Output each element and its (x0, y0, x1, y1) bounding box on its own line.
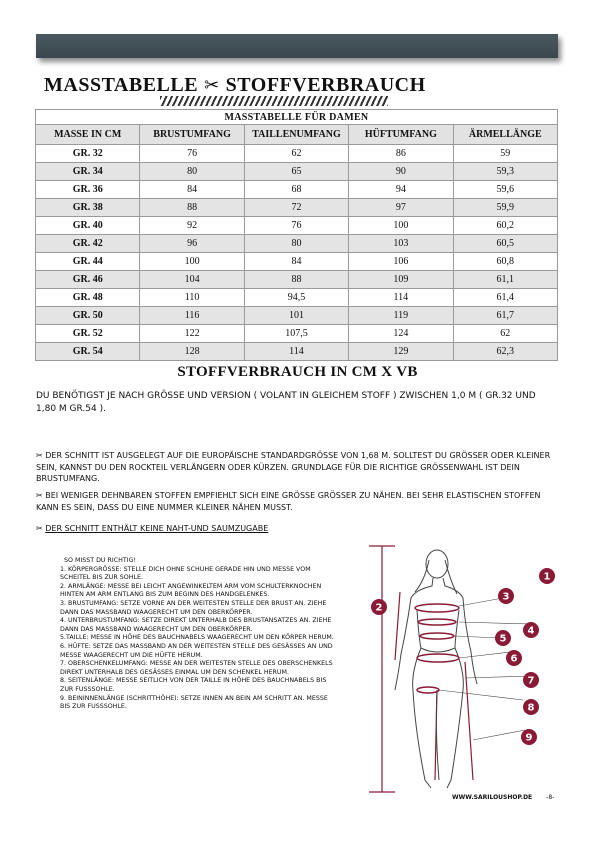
instruction-item: 3. BRUSTUMFANG: SETZE VORNE AN DER WEITESTEN STELLE DER BRUST AN. ZIEHE DANN DAS MASSBAND WAAGERECHT UM DEN OBERKÖRPER. (60, 599, 327, 616)
size-cell: GR. 40 (36, 217, 140, 235)
size-cell: GR. 46 (36, 271, 140, 289)
measure-marker-label: 7 (527, 675, 535, 687)
measure-cell: 59 (453, 145, 557, 163)
column-header: ÄRMELLÄNGE (453, 125, 557, 145)
footer-url: WWW.SARILOUSHOP.DE (452, 794, 533, 801)
measure-cell: 94 (349, 181, 453, 199)
measure-cell: 80 (140, 163, 244, 181)
measure-cell: 107,5 (244, 325, 348, 343)
instruction-item: 5.TAILLE: MESSE IN HÖHE DES BAUCHNABELS WAAGERECHT UM DEN KÖRPER HERUM. (60, 634, 334, 642)
instruction-item: 7. OBERSCHENKELUMFANG: MESSE AN DER WEITESTEN STELLE DES OBERSCHENKELS DIREKT UNTERHALB DES GESÄSSES EINMAL UM DEN SCHENKEL HERUM. (60, 660, 333, 676)
measure-cell: 106 (349, 253, 453, 271)
scissors-icon: ✂ (36, 524, 46, 533)
body-measure-figure (355, 540, 555, 796)
measure-cell: 96 (140, 235, 244, 253)
note-2 (36, 490, 558, 513)
measure-marker-label: 8 (527, 702, 535, 714)
measure-cell: 110 (140, 289, 244, 307)
note-1-text: DER SCHNITT IST AUSGELEGT AUF DIE EUROPÄISCHE STANDARDGRÖSSE VON 1,68 M. SOLLTEST DU GRÖSSER ODER KLEINER SEIN, KANNST DU DEN ROCKTEIL VERLÄNGERN ODER KÜRZEN. GRUNDLAGE FÜR DIE RICHTIGE GRÖSSENWAHL IST DEIN BRUSTUMFANG. (36, 451, 551, 483)
measure-cell: 62,3 (453, 343, 557, 361)
measure-cell: 104 (140, 271, 244, 289)
measure-marker-label: 5 (499, 633, 507, 645)
measure-cell: 62 (453, 325, 557, 343)
measure-cell: 92 (140, 217, 244, 235)
size-cell: GR. 32 (36, 145, 140, 163)
page-number: -8- (546, 794, 555, 801)
measure-cell: 60,2 (453, 217, 557, 235)
measure-cell: 72 (244, 199, 348, 217)
table-row (36, 145, 558, 163)
table-row (36, 271, 558, 289)
instruction-item: 6. HÜFTE: SETZE DAS MASSBAND AN DER WEITESTEN STELLE DES GESÄSSES AN UND MESSE WAAGERECHT UM DIE HÜFTE HERUM. (60, 642, 333, 659)
size-cell: GR. 42 (36, 235, 140, 253)
measure-cell: 84 (140, 181, 244, 199)
table-row (36, 325, 558, 343)
measure-cell: 61,4 (453, 289, 557, 307)
measure-cell: 100 (140, 253, 244, 271)
measure-marker-label: 9 (525, 732, 533, 744)
size-cell: GR. 44 (36, 253, 140, 271)
measure-cell: 129 (349, 343, 453, 361)
measure-cell: 88 (140, 199, 244, 217)
note-2-text: BEI WENIGER DEHNBAREN STOFFEN EMPFIEHLT SICH EINE GRÖSSE GRÖSSER ZU NÄHEN. BEI SEHR ELASTISCHEN STOFFEN KANN ES SEIN, DASS DU EINE NUMMER KLEINER NÄHEN MUSST. (36, 491, 541, 512)
column-header: TAILLENUMFANG (244, 125, 348, 145)
measure-cell: 101 (244, 307, 348, 325)
measure-cell: 122 (140, 325, 244, 343)
instruction-item: 1. KÖRPERGRÖSSE: STELLE DICH OHNE SCHUHE GERADE HIN UND MESSE VOM SCHEITEL BIS ZUR SOHLE. (60, 565, 311, 582)
fabric-text: DU BENÖTIGST JE NACH GRÖSSE UND VERSION ( VOLANT IN GLEICHEM STOFF ) ZWISCHEN 1,0 M ( GR.32 UND 1,80 M GR.54 ). (36, 391, 536, 414)
table-row (36, 343, 558, 361)
measure-cell: 61,7 (453, 307, 557, 325)
measure-cell: 86 (349, 145, 453, 163)
scissors-icon: ✂ (36, 451, 46, 460)
measure-cell: 114 (244, 343, 348, 361)
measure-instructions (60, 557, 338, 712)
fabric-heading: STOFFVERBRAUCH IN CM X VB (177, 364, 418, 380)
scissors-icon: ✂ (204, 75, 220, 95)
note-1 (36, 450, 558, 485)
table-row (36, 181, 558, 199)
scissors-icon: ✂ (36, 491, 46, 500)
measure-cell: 109 (349, 271, 453, 289)
column-header: HÜFTUMFANG (349, 125, 453, 145)
measure-cell: 59,3 (453, 163, 557, 181)
measure-marker-label: 6 (510, 653, 518, 665)
measure-cell: 128 (140, 343, 244, 361)
instructions-title: SO MISST DU RICHTIG! (64, 557, 137, 564)
measure-cell: 100 (349, 217, 453, 235)
measure-marker-label: 2 (375, 602, 383, 614)
footer (452, 794, 554, 801)
measure-cell: 76 (244, 217, 348, 235)
size-cell: GR. 52 (36, 325, 140, 343)
measure-cell: 59,9 (453, 199, 557, 217)
measure-cell: 76 (140, 145, 244, 163)
size-table (35, 109, 558, 361)
table-caption: MASSTABELLE FÜR DAMEN (36, 110, 558, 125)
measure-marker-label: 4 (527, 625, 535, 637)
size-cell: GR. 48 (36, 289, 140, 307)
size-cell: GR. 38 (36, 199, 140, 217)
instruction-item: 2. ARMLÄNGE: MESSE BEI LEICHT ANGEWINKELTEM ARM VOM SCHULTERKNOCHEN HINTEN AM ARM ENTLANG BIS ZUM BEGINN DES HANDGELENKES. (60, 582, 322, 599)
size-cell: GR. 34 (36, 163, 140, 181)
table-row (36, 217, 558, 235)
header-banner (36, 34, 558, 58)
table-row (36, 307, 558, 325)
measure-cell: 94,5 (244, 289, 348, 307)
table-row (36, 289, 558, 307)
measure-marker-label: 1 (543, 571, 551, 583)
measure-cell: 97 (349, 199, 453, 217)
instruction-item: 4. UNTERBRUSTUMFANG: SETZE DIREKT UNTERHALB DES BRUSTANSATZES AN. ZIEHE DANN DAS MASSBAND WAAGERECHT UM DEN OBERKÖRPER. (60, 617, 332, 633)
measure-cell: 65 (244, 163, 348, 181)
size-cell: GR. 36 (36, 181, 140, 199)
table-row (36, 253, 558, 271)
measure-cell: 59,6 (453, 181, 557, 199)
title-part-1: MASSTABELLE (44, 74, 199, 96)
measure-cell: 80 (244, 235, 348, 253)
table-row (36, 199, 558, 217)
measure-cell: 60,5 (453, 235, 557, 253)
title-underline-hatch (160, 96, 388, 106)
measure-cell: 84 (244, 253, 348, 271)
column-header: BRUSTUMFANG (140, 125, 244, 145)
measure-cell: 61,1 (453, 271, 557, 289)
note-3 (36, 523, 558, 535)
measure-cell: 103 (349, 235, 453, 253)
measure-cell: 60,8 (453, 253, 557, 271)
measure-cell: 119 (349, 307, 453, 325)
measure-cell: 68 (244, 181, 348, 199)
measure-cell: 114 (349, 289, 453, 307)
instruction-item: 8. SEITENLÄNGE: MESSE SEITLICH VON DER TAILLE IN HÖHE DES BAUCHNABELS BIS ZUR FUSSSOHLE. (60, 677, 327, 693)
column-header: MASSE IN CM (36, 125, 140, 145)
measure-cell: 90 (349, 163, 453, 181)
page-title (44, 74, 426, 97)
size-cell: GR. 50 (36, 307, 140, 325)
table-row (36, 163, 558, 181)
note-3-text: DER SCHNITT ENTHÄLT KEINE NAHT-UND SAUMZUGABE (45, 524, 269, 533)
title-part-2: STOFFVERBRAUCH (225, 74, 426, 96)
measure-cell: 116 (140, 307, 244, 325)
size-cell: GR. 54 (36, 343, 140, 361)
measure-cell: 88 (244, 271, 348, 289)
table-row (36, 235, 558, 253)
measure-marker-label: 3 (502, 591, 510, 603)
instruction-item: 9. BEININNENLÄNGE (SCHRITTHÖHE): SETZE INNEN AN BEIN AM SCHRITT AN. MESSE BIS ZUR FUSSSOHLE. (60, 694, 328, 711)
measure-cell: 124 (349, 325, 453, 343)
measure-cell: 62 (244, 145, 348, 163)
